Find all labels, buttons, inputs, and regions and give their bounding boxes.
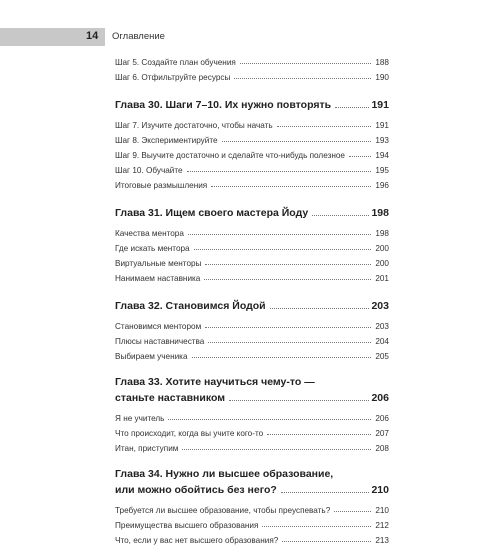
dot-leader — [229, 400, 369, 401]
toc-entry[interactable] — [115, 530, 389, 545]
table-of-contents — [115, 52, 389, 545]
toc-entry-title: Преимущества высшего образования — [115, 521, 259, 530]
toc-entry-page: 195 — [375, 166, 389, 175]
dot-leader — [205, 327, 371, 328]
chapter-title: Шаги 7–10. Их нужно повторять — [165, 99, 332, 111]
toc-entry[interactable] — [115, 316, 389, 331]
toc-entry-page: 203 — [375, 322, 389, 331]
toc-chapter[interactable] — [115, 95, 389, 111]
toc-chapter-title — [115, 468, 335, 480]
toc-entry[interactable] — [115, 515, 389, 530]
dot-leader — [222, 141, 371, 142]
toc-chapter[interactable] — [115, 203, 389, 219]
toc-chapter-title — [115, 207, 310, 219]
toc-entry[interactable] — [115, 346, 389, 361]
dot-leader — [277, 126, 371, 127]
toc-entry-page: 210 — [375, 506, 389, 515]
toc-entry[interactable] — [115, 52, 389, 67]
toc-entry[interactable] — [115, 423, 389, 438]
dot-leader — [168, 419, 371, 420]
toc-chapter-title — [115, 376, 317, 388]
chapter-number: Глава 30. — [115, 99, 163, 111]
toc-entry-page: 198 — [375, 229, 389, 238]
toc-chapter-page: 191 — [371, 99, 389, 111]
section-gap — [115, 283, 389, 296]
section-gap — [115, 453, 389, 466]
section-gap — [115, 361, 389, 374]
toc-entry[interactable] — [115, 115, 389, 130]
toc-chapter-page: 203 — [371, 300, 389, 312]
chapter-title: Ищем своего мастера Йоду — [165, 207, 309, 219]
chapter-number: Глава 33. — [115, 376, 163, 388]
dot-leader — [267, 434, 371, 435]
toc-entry-title: Выбираем ученика — [115, 352, 188, 361]
toc-entry-page: 206 — [375, 414, 389, 423]
chapter-title-line1: Нужно ли высшее образование, — [165, 468, 334, 480]
toc-entry-title: Плюсы наставничества — [115, 337, 205, 346]
dot-leader — [282, 541, 371, 542]
toc-entry[interactable] — [115, 223, 389, 238]
chapter-title-line2: или можно обойтись без него? — [115, 484, 277, 496]
toc-entry[interactable] — [115, 438, 389, 453]
dot-leader — [211, 186, 371, 187]
dot-leader — [349, 156, 371, 157]
page-number: 14 — [86, 30, 99, 42]
dot-leader — [335, 107, 369, 108]
toc-entry-page: 193 — [375, 136, 389, 145]
toc-entry-page: 194 — [375, 151, 389, 160]
toc-entry[interactable] — [115, 130, 389, 145]
toc-entry-title: Становимся ментором — [115, 322, 202, 331]
chapter-number: Глава 32. — [115, 300, 163, 312]
chapter-number: Глава 31. — [115, 207, 163, 219]
dot-leader — [270, 308, 370, 309]
toc-entry-page: 200 — [375, 259, 389, 268]
toc-entry-title: Шаг 10. Обучайте — [115, 166, 183, 175]
toc-entry[interactable] — [115, 175, 389, 190]
toc-entry-page: 196 — [375, 181, 389, 190]
toc-entry-title: Где искать ментора — [115, 244, 190, 253]
toc-entry[interactable] — [115, 238, 389, 253]
dot-leader — [312, 215, 369, 216]
dot-leader — [208, 342, 371, 343]
running-title: Оглавление — [112, 31, 165, 42]
dot-leader — [188, 234, 371, 235]
section-gap — [115, 190, 389, 203]
toc-entry[interactable] — [115, 331, 389, 346]
dot-leader — [204, 279, 371, 280]
toc-entry-page: 200 — [375, 244, 389, 253]
dot-leader — [234, 78, 371, 79]
toc-entry-title: Шаг 7. Изучите достаточно, чтобы начать — [115, 121, 273, 130]
toc-entry-title: Качества ментора — [115, 229, 184, 238]
toc-entry-page: 188 — [375, 58, 389, 67]
toc-chapter-page: 206 — [371, 392, 389, 404]
chapter-title-line1: Хотите научиться чему-то — — [165, 376, 315, 388]
toc-entry-page: 204 — [375, 337, 389, 346]
toc-entry-title: Шаг 5. Создайте план обучения — [115, 58, 236, 67]
toc-chapter-page: 198 — [371, 207, 389, 219]
dot-leader — [192, 357, 372, 358]
page-header — [0, 28, 500, 46]
toc-chapter-line1[interactable] — [115, 466, 389, 480]
toc-entry-title: Виртуальные менторы — [115, 259, 202, 268]
toc-chapter-line2[interactable] — [115, 480, 389, 496]
toc-entry-page: 208 — [375, 444, 389, 453]
toc-chapter-line1[interactable] — [115, 374, 389, 388]
toc-entry[interactable] — [115, 408, 389, 423]
dot-leader — [240, 63, 371, 64]
toc-chapter[interactable] — [115, 296, 389, 312]
toc-entry[interactable] — [115, 268, 389, 283]
chapter-title: Становимся Йодой — [165, 300, 266, 312]
toc-entry-title: Шаг 8. Экспериментируйте — [115, 136, 218, 145]
toc-entry-title: Итан, приступим — [115, 444, 179, 453]
dot-leader — [205, 264, 371, 265]
dot-leader — [281, 492, 370, 493]
toc-chapter-title — [115, 300, 268, 312]
toc-entry-title: Шаг 9. Выучите достаточно и сделайте что-нибудь полезное — [115, 151, 345, 160]
toc-entry[interactable] — [115, 145, 389, 160]
toc-entry-page: 191 — [375, 121, 389, 130]
toc-entry-page: 205 — [375, 352, 389, 361]
toc-chapter-title — [115, 99, 333, 111]
toc-chapter-line2[interactable] — [115, 388, 389, 404]
toc-entry-page: 213 — [375, 536, 389, 545]
toc-entry-title: Итоговые размышления — [115, 181, 208, 190]
toc-entry-title: Требуется ли высшее образование, чтобы преуспевать? — [115, 506, 331, 515]
toc-entry[interactable] — [115, 253, 389, 268]
toc-entry-page: 212 — [375, 521, 389, 530]
toc-entry-title: Нанимаем наставника — [115, 274, 201, 283]
section-gap — [115, 82, 389, 95]
dot-leader — [194, 249, 371, 250]
toc-entry-page: 190 — [375, 73, 389, 82]
toc-entry-page: 207 — [375, 429, 389, 438]
dot-leader — [187, 171, 371, 172]
toc-chapter-page: 210 — [371, 484, 389, 496]
chapter-title-line2: станьте наставником — [115, 392, 226, 404]
toc-entry-title: Шаг 6. Отфильтруйте ресурсы — [115, 73, 231, 82]
dot-leader — [182, 449, 371, 450]
toc-entry-page: 201 — [375, 274, 389, 283]
toc-entry[interactable] — [115, 160, 389, 175]
dot-leader — [334, 511, 371, 512]
chapter-number: Глава 34. — [115, 468, 163, 480]
toc-entry-title: Я не учитель — [115, 414, 165, 423]
toc-entry[interactable] — [115, 500, 389, 515]
dot-leader — [262, 526, 371, 527]
toc-entry-title: Что, если у вас нет высшего образования? — [115, 536, 279, 545]
toc-entry[interactable] — [115, 67, 389, 82]
toc-entry-title: Что происходит, когда вы учите кого-то — [115, 429, 264, 438]
